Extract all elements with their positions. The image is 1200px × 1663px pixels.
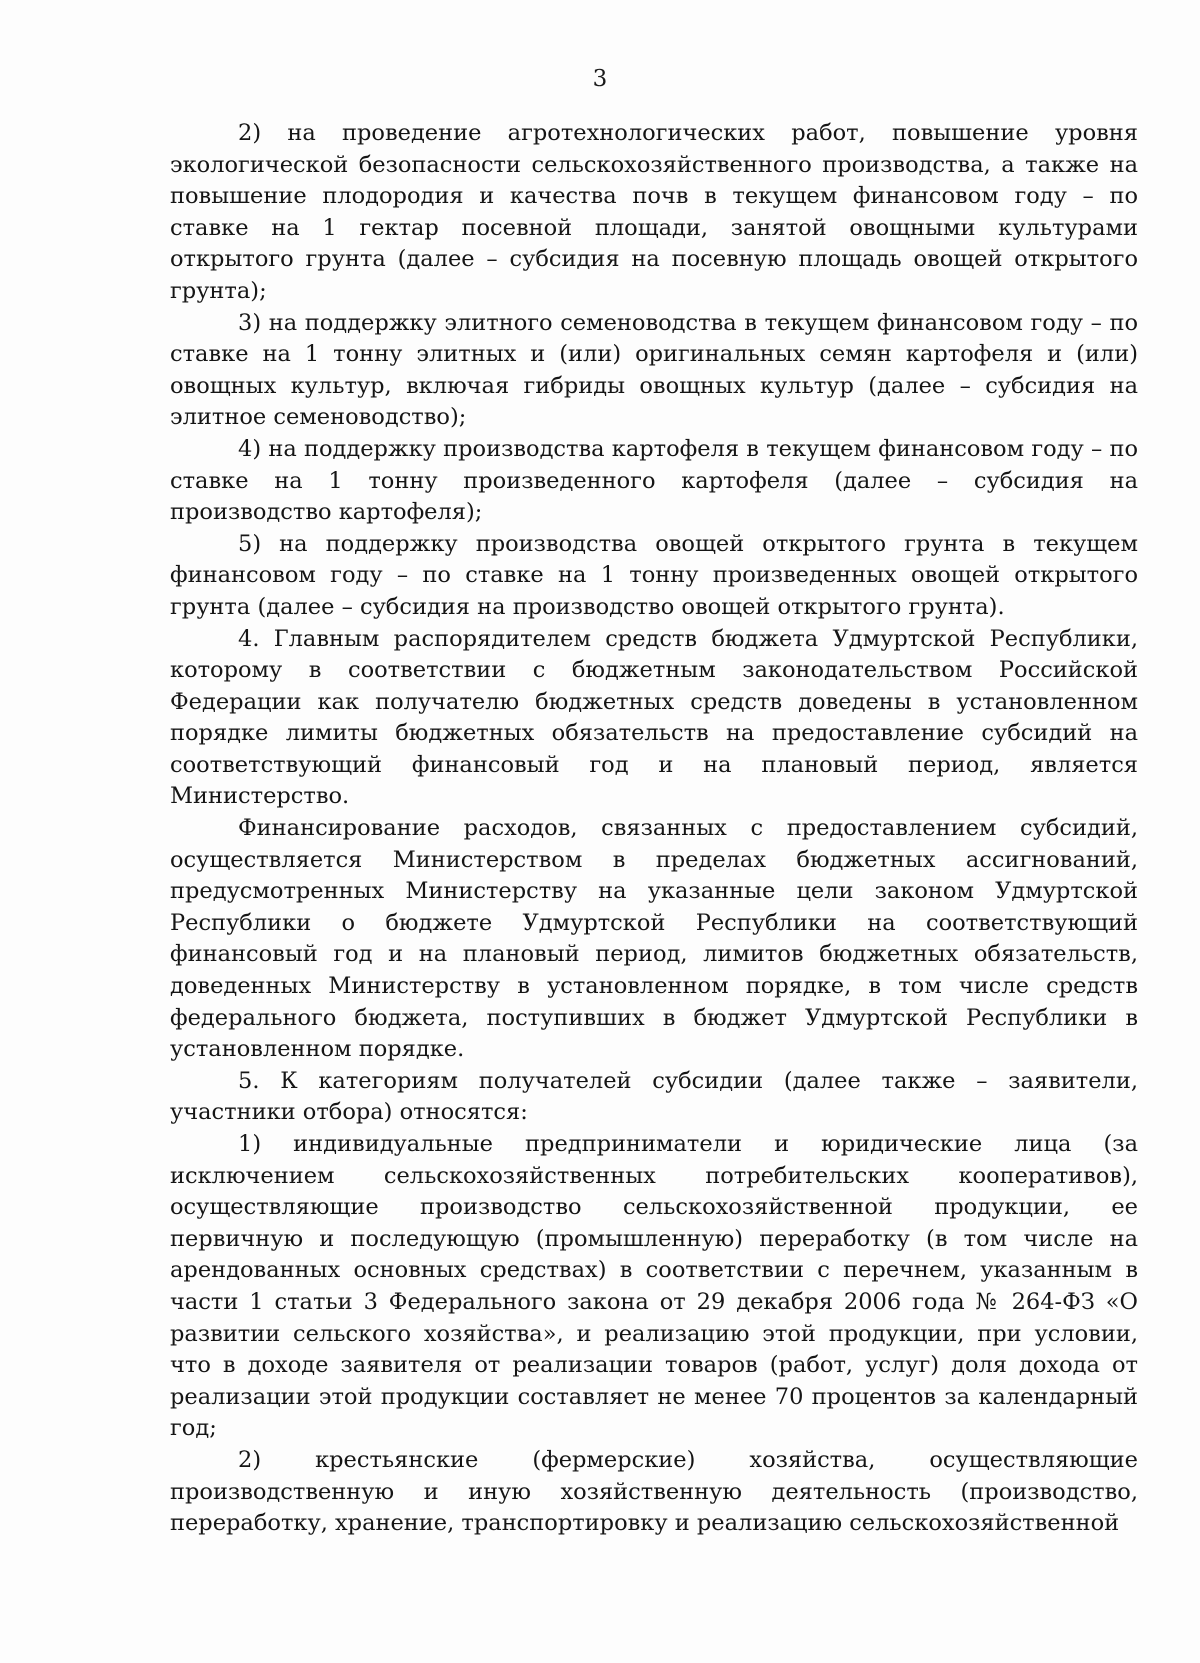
- paragraph-main-manager: 4. Главным распорядителем средств бюджета Удмуртской Республики, которому в соответствии с бюджетным законодательством Российской Федерации как получателю бюджетных средств доведены в установленном порядке лимиты бюджетных обязательств на предоставление субсидий на соответствующий финансовый год и на плановый период, является Министерство.: [170, 625, 1138, 810]
- paragraph-category-entrepreneurs: 1) индивидуальные предприниматели и юридические лица (за исключением сельскохозяйственных потребительских кооперативов), осуществляющие производство сельскохозяйственной продукции, ее первичную и последующую (промышленную) переработку (в том числе на арендованных основных средствах) в соответствии с перечнем, указанным в части 1 статьи 3 Федерального закона от 29 декабря 2006 года № 264-ФЗ «О развитии сельского хозяйства», и реализацию этой продукции, при условии, что в доходе заявителя от реализации товаров (работ, услуг) доля дохода от реализации этой продукции составляет не менее 70 процентов за календарный год;: [170, 1131, 1138, 1442]
- paragraph-subsidy-elite-seeds: 3) на поддержку элитного семеноводства в текущем финансовом году – по ставке на 1 тонну элитных и (или) оригинальных семян картофеля и (или) овощных культур, включая гибриды овощных культур (далее – субсидия на элитное семеноводство);: [170, 309, 1138, 431]
- document-body: [170, 118, 1138, 1540]
- paragraph-subsidy-sowing-area: 2) на проведение агротехнологических работ, повышение уровня экологической безопасности сельскохозяйственного производства, а также на повышение плодородия и качества почв в текущем финансовом году – по ставке на 1 гектар посевной площади, занятой овощными культурами открытого грунта (далее – субсидия на посевную площадь овощей открытого грунта);: [170, 120, 1138, 304]
- page-number: 3: [592, 66, 608, 92]
- paragraph-category-farms: 2) крестьянские (фермерские) хозяйства, осуществляющие производственную и иную хозяйственную деятельность (производство, переработку, хранение, транспортировку и реализацию сельскохозяйственной: [170, 1446, 1138, 1537]
- paragraph-recipient-categories: 5. К категориям получателей субсидии (далее также – заявители, участники отбора) относятся:: [170, 1067, 1138, 1126]
- paragraph-subsidy-vegetables: 5) на поддержку производства овощей открытого грунта в текущем финансовом году – по ставке на 1 тонну произведенных овощей открытого грунта (далее – субсидия на производство овощей открытого грунта).: [170, 530, 1138, 620]
- paragraph-financing: Финансирование расходов, связанных с предоставлением субсидий, осуществляется Министерством в пределах бюджетных ассигнований, предусмотренных Министерству на указанные цели законом Удмуртской Республики о бюджете Удмуртской Республики на соответствующий финансовый год и на плановый период, лимитов бюджетных обязательств, доведенных Министерству в установленном порядке, в том числе средств федерального бюджета, поступивших в бюджет Удмуртской Республики в установленном порядке.: [170, 815, 1138, 1063]
- paragraph-subsidy-potato: 4) на поддержку производства картофеля в текущем финансовом году – по ставке на 1 тонну произведенного картофеля (далее – субсидия на производство картофеля);: [170, 435, 1138, 526]
